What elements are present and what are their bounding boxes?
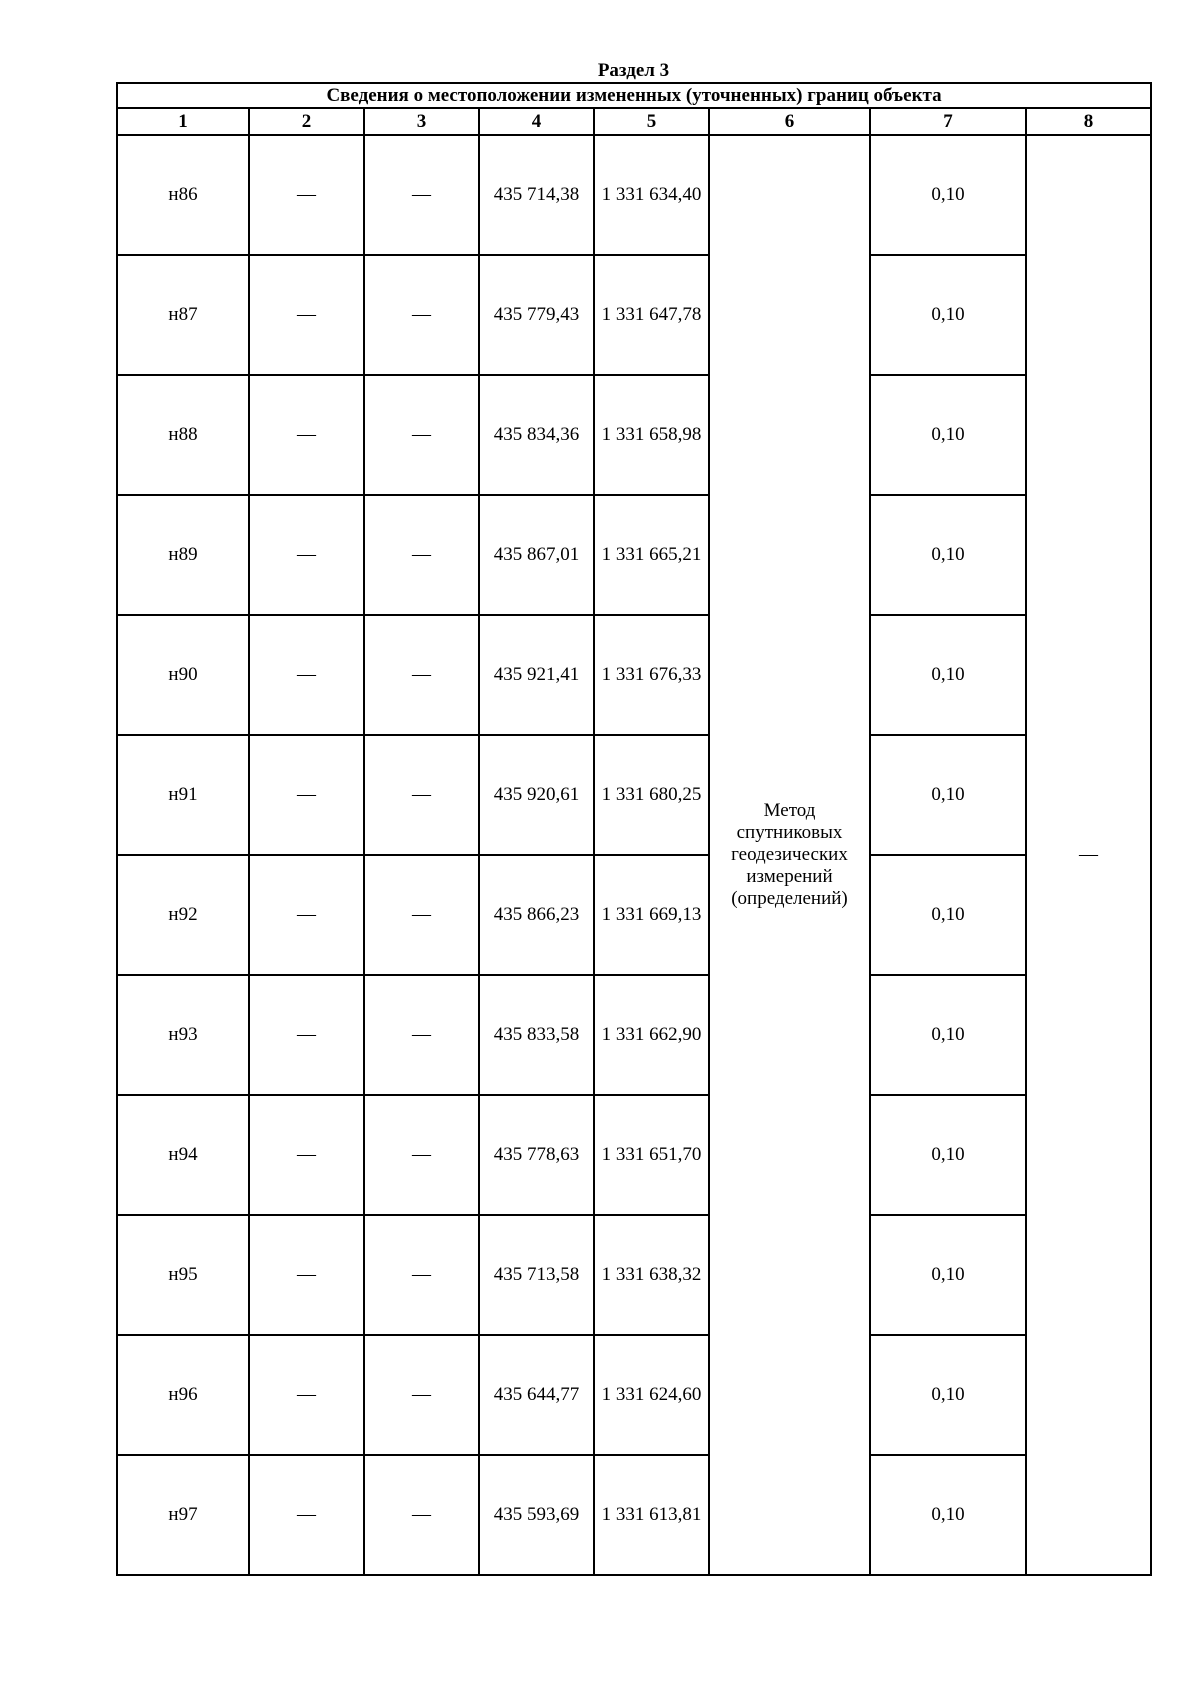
accuracy-value: 0,10 [870,1455,1026,1575]
boundary-table [116,82,1152,1576]
col3-value: — [364,735,479,855]
accuracy-value: 0,10 [870,975,1026,1095]
table-row [117,975,1151,1095]
table-row [117,1455,1151,1575]
section-title: Раздел 3 [597,60,670,81]
accuracy-value: 0,10 [870,255,1026,375]
point-name: н88 [117,375,249,495]
accuracy-value: 0,10 [870,615,1026,735]
table-row [117,1335,1151,1455]
col8-cell: — [1026,135,1151,1575]
accuracy-value: 0,10 [870,135,1026,255]
y-coordinate: 1 331 651,70 [594,1095,709,1215]
y-coordinate: 1 331 680,25 [594,735,709,855]
column-number-row [117,108,1151,135]
accuracy-value: 0,10 [870,855,1026,975]
point-name: н90 [117,615,249,735]
col3-value: — [364,855,479,975]
col2-value: — [249,855,364,975]
x-coordinate: 435 920,61 [479,735,594,855]
y-coordinate: 1 331 613,81 [594,1455,709,1575]
x-coordinate: 435 833,58 [479,975,594,1095]
column-header-7: 7 [870,108,1026,135]
table-row [117,1215,1151,1335]
table-row [117,495,1151,615]
x-coordinate: 435 713,58 [479,1215,594,1335]
y-coordinate: 1 331 669,13 [594,855,709,975]
method-cell [709,135,870,1575]
col2-value: — [249,975,364,1095]
column-header-1: 1 [117,108,249,135]
x-coordinate: 435 921,41 [479,615,594,735]
col3-value: — [364,1095,479,1215]
column-header-2: 2 [249,108,364,135]
table-row [117,615,1151,735]
column-header-6: 6 [709,108,870,135]
point-name: н94 [117,1095,249,1215]
accuracy-value: 0,10 [870,1095,1026,1215]
y-coordinate: 1 331 665,21 [594,495,709,615]
accuracy-value: 0,10 [870,375,1026,495]
col3-value: — [364,1455,479,1575]
table-caption-row [117,83,1151,108]
point-name: н95 [117,1215,249,1335]
point-name: н96 [117,1335,249,1455]
col3-value: — [364,135,479,255]
col2-value: — [249,1335,364,1455]
point-name: н89 [117,495,249,615]
col3-value: — [364,1215,479,1335]
table-row [117,735,1151,855]
point-name: н86 [117,135,249,255]
table-row [117,375,1151,495]
col2-value: — [249,1455,364,1575]
column-header-3: 3 [364,108,479,135]
y-coordinate: 1 331 624,60 [594,1335,709,1455]
col3-value: — [364,975,479,1095]
method-line: (определений) [731,888,848,909]
col2-value: — [249,255,364,375]
col3-value: — [364,255,479,375]
y-coordinate: 1 331 676,33 [594,615,709,735]
accuracy-value: 0,10 [870,495,1026,615]
method-line: спутниковых [736,822,843,843]
col2-value: — [249,1215,364,1335]
col2-value: — [249,1095,364,1215]
accuracy-value: 0,10 [870,1215,1026,1335]
point-name: н87 [117,255,249,375]
method-line: геодезических [731,844,848,865]
table-row [117,1095,1151,1215]
col3-value: — [364,1335,479,1455]
col3-value: — [364,615,479,735]
table-row [117,135,1151,255]
col2-value: — [249,375,364,495]
y-coordinate: 1 331 638,32 [594,1215,709,1335]
accuracy-value: 0,10 [870,1335,1026,1455]
y-coordinate: 1 331 634,40 [594,135,709,255]
x-coordinate: 435 778,63 [479,1095,594,1215]
x-coordinate: 435 593,69 [479,1455,594,1575]
y-coordinate: 1 331 662,90 [594,975,709,1095]
column-header-8: 8 [1026,108,1151,135]
table-row [117,255,1151,375]
col2-value: — [249,615,364,735]
col3-value: — [364,375,479,495]
point-name: н92 [117,855,249,975]
column-header-4: 4 [479,108,594,135]
x-coordinate: 435 834,36 [479,375,594,495]
method-line: Метод [763,800,816,821]
y-coordinate: 1 331 658,98 [594,375,709,495]
x-coordinate: 435 714,38 [479,135,594,255]
x-coordinate: 435 866,23 [479,855,594,975]
x-coordinate: 435 779,43 [479,255,594,375]
point-name: н91 [117,735,249,855]
table-row [117,855,1151,975]
col2-value: — [249,135,364,255]
col2-value: — [249,495,364,615]
accuracy-value: 0,10 [870,735,1026,855]
y-coordinate: 1 331 647,78 [594,255,709,375]
point-name: н97 [117,1455,249,1575]
col3-value: — [364,495,479,615]
method-line: измерений [746,866,833,887]
column-header-5: 5 [594,108,709,135]
point-name: н93 [117,975,249,1095]
x-coordinate: 435 644,77 [479,1335,594,1455]
x-coordinate: 435 867,01 [479,495,594,615]
col2-value: — [249,735,364,855]
table-caption: Сведения о местоположении измененных (уточненных) границ объекта [117,83,1151,108]
